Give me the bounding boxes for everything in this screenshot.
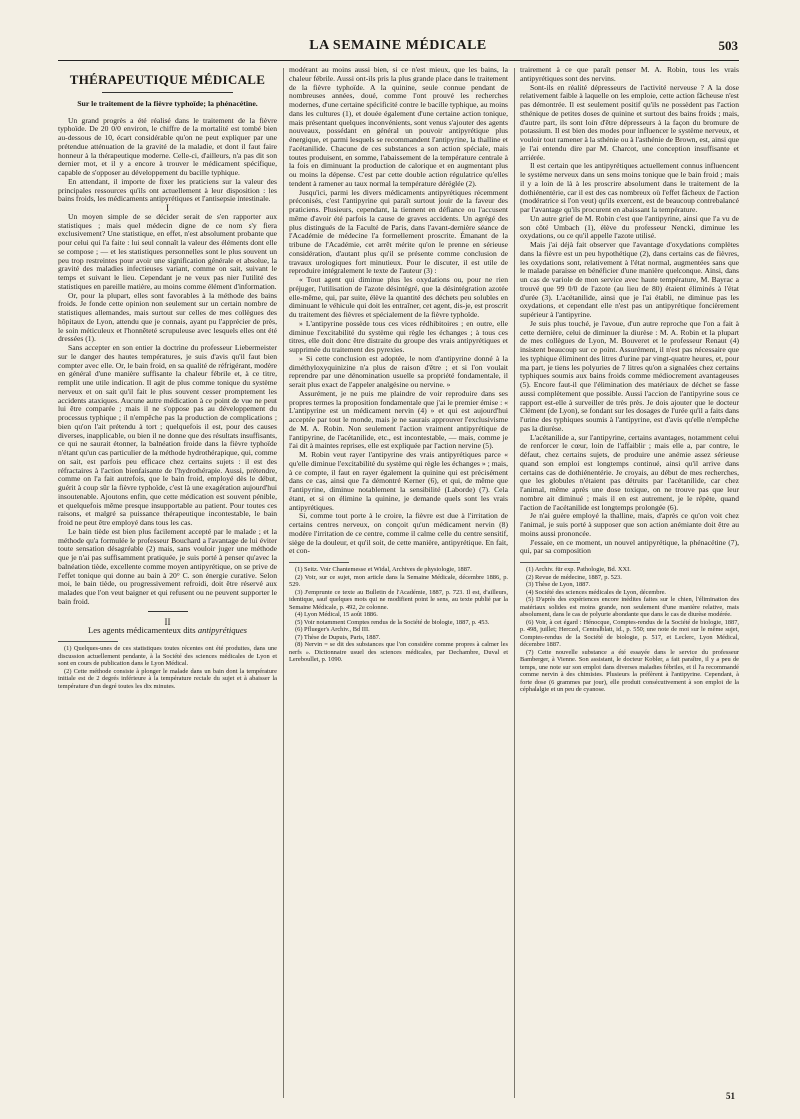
footnote: (7) Thèse de Dupuis, Paris, 1887.	[295, 633, 381, 641]
signature-mark: 51	[726, 1091, 735, 1101]
footnote: (6) Pflueger's Archiv., Bd III.	[295, 626, 370, 633]
footnote: (2) Cette méthode consiste à plonger le malade dans un bain dont la température initiale est de 2 degrés inférieure à la température rectale du sujet et à abaisser la température d'un degré toutes les dix minutes.	[58, 667, 277, 690]
paragraph: Assurément, je ne puis me plaindre de voir reproduire dans ses propres termes la proposition fondamentale que j'ai le premier émise : « L'antipyrine est un médicament nervin (4) » et qui est aujourd'hui acceptée par tout le monde, mais je ne saurais approuver l'exclusivisme de M. A. Robin. Non seulement l'action vraiment antipyrétique de l'antipyrine, de l'acétanilide, etc., est incontestable, — mais, comme je l'ai dit à maintes reprises, elle est expliquée par l'action nervine (5).	[289, 388, 508, 451]
article-subtitle: Sur le traitement de la fièvre typhoïde; la phénacétine.	[77, 99, 258, 108]
paragraph: M. Robin veut rayer l'antipyrine des vrais antipyrétiques parce « qu'elle diminue l'excitabilité du système qui règle les échanges » ; mais, à ce compte, il faut en rayer également la quinine qui est précisément dans ce cas, ainsi que l'a démontré Kerner (6), et qui, de même que l'antipyrine, diminue notablement la sensibilité (Laborde) (7). Cela étant, et si on élimine la quinine, je demande quels sont les vrais antipyrétiques.	[289, 450, 508, 512]
section-number: I	[166, 203, 169, 213]
paragraph: Il est certain que les antipyrétiques actuellement connus influencent le système nerveux dans un sens moins tonique que le bain froid ; mais il y a loin de là à les proscrire absolument dans le traitement de la dothiénentérie, car il est des cas nombreux où l'effet fâcheux de l'action (modératrice si l'on veut) qu'ils exercent, est de beaucoup contrebalancé par l'avantage qu'ils procurent en abaissant la température.	[520, 161, 739, 214]
footnote: (2) Revue de médecine, 1887, p. 523.	[526, 573, 622, 581]
paragraph: J'essaie, en ce moment, un nouvel antipyrétique, la phénacétine (7), qui, par sa composition	[520, 537, 739, 556]
footnotes	[520, 562, 739, 694]
section-number: II	[164, 616, 171, 627]
column-2	[289, 66, 508, 1101]
paragraph: Or, pour la plupart, elles sont favorables à la méthode des bains froids. Je fonde cette opinion non seulement sur un certain nombre de statistiques allemandes, mais surtout sur celles de mes collègues des hôpitaux de Lyon, attendu que je connais, ayant pu l'apprécier de près, le soin méticuleux et l'honnêteté scrupuleuse avec lesquels elles ont été dressées (1).	[58, 290, 277, 344]
footnote-rule	[520, 562, 580, 563]
paragraph: Je suis plus touché, je l'avoue, d'un autre reproche que l'on a fait à cette dernière, celui de diminuer la diurèse : M. A. Robin et la plupart de mes collègues de Lyon, M. Bouveret et le professeur Renaut (4) insistent beaucoup sur ce point. Assurément, il n'est pas nécessaire que les typhique éliminent des litres d'urine par vingt-quatre heures, et, pour ma part, je tiens les polyuries de 7 litres qu'on a signalées chez certains typhiques soumis aux bains froids comme médiocrement avantageuses (5). Encore faut-il que l'élimination des matériaux de déchet se fasse aussi complètement que possible. Aussi l'accion de l'antipyrine sous ce rapport est-elle à surveiller de très près. Je dois ajouter que le docteur Clément (de Lyon), se fondant sur les dosages de l'urée qu'il a faits dans l'urine des typhiques soumis à l'antipyrine, est d'avis qu'elle n'empêche pas la diurèse.	[520, 318, 739, 433]
footnote: (1) Archiv. für exp. Pathologie, Bd. XXI.	[526, 566, 631, 573]
paragraph: Sans accepter en son entier la doctrine du professeur Liebermeister sur le danger des hautes températures, je suis d'avis qu'il faut bien compter avec elle. Or, le bain froid, en sa qualité de réfrigérant, modère en général d'une manière suffisante la chaleur fébrile et, à ce titre, remplit une utile indication. Il agit de plus comme tonique du système nerveux et on sait qu'il fait le plus souvent cesser promptement les accidents ataxiques. Aucune autre médication à ce point de vue ne peut lui être comparée ; mais il ne s'oppose pas au développement du processus typhique ; il n'empêche pas la production de complications ; bien qu'on l'ait prétendu à tort ; quelquefois il est, pour des causes diverses, inapplicable, ou bien il ne donne que des résultats insuffisants, ce qui ne saurait étonner, la balnéation froide dans la fièvre typhoïde n'étant qu'un cas particulier de la méthode hydrothérapique, qui, comme on sait, est parfois peu efficace chez certains sujets : il est des réfractaires à l'action bienfaisante de l'hydrothérapie. Aussi, prétendre, comme on l'a fait autrefois, que le bain froid, employé dès le début, guérit à coup sûr la fièvre typhoïde, c'est là une exagération aujourd'hui insoutenable. Ajoutons enfin, que cette médication est souvent pénible, et quelquefois même presque insupportable au patient. Pour toutes ces raisons, et malgré sa puissance thérapeutique incontestable, le bain froid ne peut être employé dans tous les cas.	[58, 343, 277, 527]
header-rule	[58, 60, 739, 61]
footnote-rule	[289, 562, 349, 563]
column-divider	[283, 68, 284, 1098]
page-number: 503	[718, 38, 738, 53]
footnote: (7) Cette nouvelle substance a été essayée dans le service du professeur Bamberger, à Vienne. Son assistant, le docteur Kobler, a fait paraître, il y a peu de temps, une note sur son emploi dans diverses maladies fébriles, et il l'a recommandé comme nervin à des chimistes. Plusieurs la préfèrent à l'antipyrine. Cependant, à forte dose (6 grammes par jour), elle produit consécutivement à son emploi de la céphalalgie et un peu de cyanose.	[520, 648, 739, 693]
footnote: (1) Seitz. Voir Chantemesse et Widal, Archives de physiologie, 1887.	[295, 566, 472, 573]
paragraph: Je n'ai guère employé la thalline, mais, d'après ce qu'on voit chez l'animal, je suis porté à supposer que son action anémiante doit être au moins aussi prononcée.	[520, 511, 739, 538]
separator-rule	[148, 611, 188, 612]
footnotes	[58, 641, 277, 690]
paragraph: Mais j'ai déjà fait observer que l'avantage d'oxydations complètes dans la fièvre est un peu hypothétique (2), dans certains cas de fièvres, les oxydations sont, relativement à l'état normal, augmentées sans que le malade paraisse en bénéficier d'une manière quelconque. Ainsi, dans un cas de variole de mon service avec haute température, M. Bayrac a trouvé que 99 0/0 de l'azote (au lieu de 80) étaient éliminés à l'état d'urée (3). L'acétanilide, ainsi que je l'ai établi, ne diminue pas les oxydations, et cependant elle n'est pas un antipyrétique foncièrement supérieur à l'antipyrine.	[520, 240, 739, 319]
footnote: (4) Société des sciences médicales de Lyon, décembre.	[526, 588, 667, 596]
paragraph: Si, comme tout porte à le croire, la fièvre est due à l'irritation de certains centres nerveux, on conçoit qu'un médicament nervin (8) modère l'irritation de ce centre, comme il calme celle du centre sensitif, siège de la douleur, et qu'il soit, de cette manière, antipyrétique. En fait, et con-	[289, 511, 508, 556]
running-title: LA SEMAINE MÉDICALE	[309, 38, 487, 53]
subsection-title-text: Les agents médicamenteux dits	[88, 625, 196, 636]
footnote: (5) D'après des expériences encore inédites faites sur le chien, l'élimination des matériaux solides est moins grande, non seulement d'une manière relative, mais absolument, dans le cas de polyurie abondante que dans le cas de diurèse modérée.	[520, 596, 739, 618]
paragraph: Un moyen simple de se décider serait de s'en rapporter aux statistiques ; mais quel médecin digne de ce nom s'y fiera exclusivement? Une statistique, en effet, n'est absolument probante que pour celui qui l'a faite : lui seul connaît la valeur des éléments dont elle se compose ; — et les statistiques personnelles sont le plus souvent un peu trop restreintes pour avoir une signification générale et absolue, la gravité des maladies infectieuses variant, comme on sait, suivant le temps et suivant le lieu. Cependant je ne veux pas nier l'utilité des statistiques en pareille matière, au moins comme élément d'information.	[58, 211, 277, 291]
footnote: (1) Quelques-unes de ces statistiques toutes récentes ont été produites, dans une discussion actuellement pendante, à la Société des sciences médicales de Lyon et sont en cours de publication dans le Lyon Médical.	[58, 645, 277, 667]
footnote: (5) Voir notamment Comptes rendus de la Société de biologie, 1887, p. 453.	[295, 618, 490, 626]
quote-paragraph: » L'antipyrine possède tous ces vices rédhibitoires ; en outre, elle diminue l'excitabilité du système qui règle les échanges ; à tous ces titres, elle doit donc être distraite du groupe des vrais antipyrétiques et supprimée du traitement des pyrexies.	[289, 318, 508, 354]
column-3	[520, 66, 739, 1101]
footnote: (4) Lyon Médical, 15 août 1886.	[295, 611, 378, 618]
paragraph: Jusqu'ici, parmi les divers médicaments antipyrétiques récemment préconisés, c'est l'antipyrine qui paraît surtout jouir de la faveur des praticiens. Plusieurs, cependant, la tiennent en défiance ou l'accusent même d'avoir été parfois la cause de graves accidents. Un agrégé des plus distingués de la Faculté de Paris, dans l'avant-dernière séance de l'Académie de médecine l'a formellement proscrite. Émanant de la tribune de l'Académie, cet arrêt mérite qu'on le prenne en sérieuse considération, d'autant plus qu'il se présente comme conclusion de travaux urologiques fort minutieux. Pour le discuter, il est utile de reproduire intégralement le texte de l'auteur (3) :	[289, 187, 508, 276]
paragraph: Le bain tiède est bien plus facilement accepté par le malade ; et la méthode qu'a formulée le professeur Bouchard a l'avantage de lui éviter toute sensation désagréable (2) mais, sans vouloir juger une méthode que je n'ai pas suffisamment pratiquée, je suis porté à penser qu'avec la balnéation tiède, excellente comme moyen antipyrétique, on se prive de l'effet tonique qui donne au bain à 20° C. son énergie curative. Selon moi, le bain tiède, ou progressivement refroidi, doit être réservé aux malades que l'on veut baigner et qui refusent ou ne peuvent supporter le bain froid.	[58, 526, 277, 606]
footnote: (2) Voir, sur ce sujet, mon article dans la Semaine Médicale, décembre 1886, p. 529.	[289, 573, 508, 588]
paragraph: En attendant, il importe de fixer les praticiens sur la valeur des principales ressources qu'ils ont actuellement à leur disposition : les bains froids, les médicaments antipyrétiques et l'antisepsie intestinale.	[58, 176, 277, 204]
paragraph: Un autre grief de M. Robin c'est que l'antipyrine, ainsi que l'a vu de son côté Umbach (1), élève du professeur Nencki, diminue les oxydations, ou ce qu'il appelle l'azote utilisé.	[520, 213, 739, 241]
paragraph: trairement à ce que paraît penser M. A. Robin, tous les vrais antipyrétiques sont des nervins.	[520, 66, 739, 83]
subsection-title-emphasis: antipyrétiques	[197, 625, 247, 636]
title-rule	[102, 92, 233, 93]
footnote-rule	[58, 641, 118, 642]
paragraph: modérant au moins aussi bien, si ce n'est mieux, que les bains, la chaleur fébrile. Aussi ont-ils pris la plus grande place dans le traitement de la fièvre typhoïde. A la quinine, seule connue pendant de nombreuses années, doué, comme l'ont prouvé les recherches modernes, d'une certaine spécificité contre le bacille typhique, au moins dans les cultures (1), et douée également d'une certaine action tonique, mais présentant quelques inconvénients, sont venus s'ajouter des agents nouveaux, possédant en général un pouvoir antipyrétique plus énergique, et parmi lesquels se recommandent l'antipyrine, la thalline et l'acétanilide. Chacune de ces substances a son action spéciale, mais toutes produisent, en somme, l'abaissement de la température centrale à la fois en diminuant la production de calorique et en augmentant plus ou moins la dépense. C'est par cette double action régulatrice qu'elles tendent à ramener au taux normal la température déréglée (2).	[289, 66, 508, 188]
paragraph: Un grand progrès a été réalisé dans le traitement de la fièvre typhoïde. De 20 0/0 environ, le chiffre de la mortalité est tombé bien au-dessous de 10, écart considérable qu'on ne peut expliquer par une prétendue atténuation de la gravité de la maladie, et dont il faut faire honneur à la thérapeutique moderne. Celle-ci, d'ailleurs, n'a pas dit son dernier mot, et il y a encore à trouver le médicament spécifique, capable de s'opposer au développement du bacille typhique.	[58, 115, 277, 177]
footnote: (8) Nervin = se dit des substances que l'on considère comme propres à calmer les nerfs ». Dictionnaire usuel des sciences médicales, par Dechambre, Duval et Lereboullet, p. 1090.	[289, 641, 508, 663]
page-header	[58, 38, 738, 58]
footnote: (3) J'emprunte ce texte au Bulletin de l'Académie, 1887, p. 723. Il est, d'ailleurs, identique, sauf quelques mots qui ne modifient point le sens, au texte publié par la Semaine Médicale, p. 492, 2e colonne.	[289, 588, 508, 611]
footnote: (6) Voir, à cet égard : Hénocque, Comptes-rendus de la Société de biologie, 1887, p. 498, juillet; Herczel, Centralblatt, id., p. 550; une note de moi sur le même sujet, Comptes-rendus de la Société de biologie, p. 517, et Leclerc, Lyon Médical, décembre 1887.	[520, 618, 739, 648]
paragraph: L'acétanilide a, sur l'antipyrine, certains avantages, notamment celui de renforcer le cœur, loin de l'affaiblir ; mais elle a, par contre, le défaut, chez certains sujets, de produire une anémie assez sérieuse quand son emploi est longtemps continué, ainsi qu'il arrive dans certains cas de dothiénentérie. Je croyais, au début de mes recherches, que les globules n'étaient pas détruits par l'acétanilide, car chez l'animal, même après une dose toxique, on ne trouve pas que leur nombre ait diminué ; mais il en est autrement, je le répète, quand l'action de l'acétanilide est longtemps prolongée (6).	[520, 432, 739, 512]
column-1	[58, 66, 277, 1101]
footnotes	[289, 562, 508, 664]
quote-paragraph: » Si cette conclusion est adoptée, le nom d'antipyrine donné à la diméthyloxyquinizine n'a plus de raison d'être ; et si l'on voulait reprendre par une dénomination usuelle sa propriété fondamentale, il serait plus exact de l'appeler analgésine ou nervine. »	[289, 353, 508, 389]
section-title: THÉRAPEUTIQUE MÉDICALE	[69, 72, 266, 87]
subsection-title	[58, 626, 277, 635]
paragraph: Sont-ils en réalité dépresseurs de l'activité nerveuse ? A la dose relativement faible à laquelle on les emploie, cette action fâcheuse n'est pas démontrée. Il est seulement positif qu'ils ne possèdent pas l'action sthénique de petites doses de quinine et surtout des bains froids ; mais, d'autre part, ils sont loin d'être dépresseurs à la façon du bromure de potassium. Il est bien des modes pour influencer le système nerveux, et vouloir tout ramener à la sthénie ou à l'asthénie de Brown, est, ainsi que je l'ai entendu dire par M. Charcot, une conception insuffisante et arriérée.	[520, 82, 739, 162]
column-divider	[514, 68, 515, 1098]
footnote: (3) Thèse de Lyon, 1887.	[526, 581, 591, 588]
quote-paragraph: « Tout agent qui diminue plus les oxydations ou, pour ne rien préjuger, l'utilisation de l'azote désintégré, que la désintégration azotée elle-même, qui, par suite, élève la quantité des déchets peu solubles en diminuant le véhicule qui doit les entraîner, cet agent, dis-je, est proscrit du traitement des fièvres et spécialement de la fièvre typhoïde.	[289, 275, 508, 319]
